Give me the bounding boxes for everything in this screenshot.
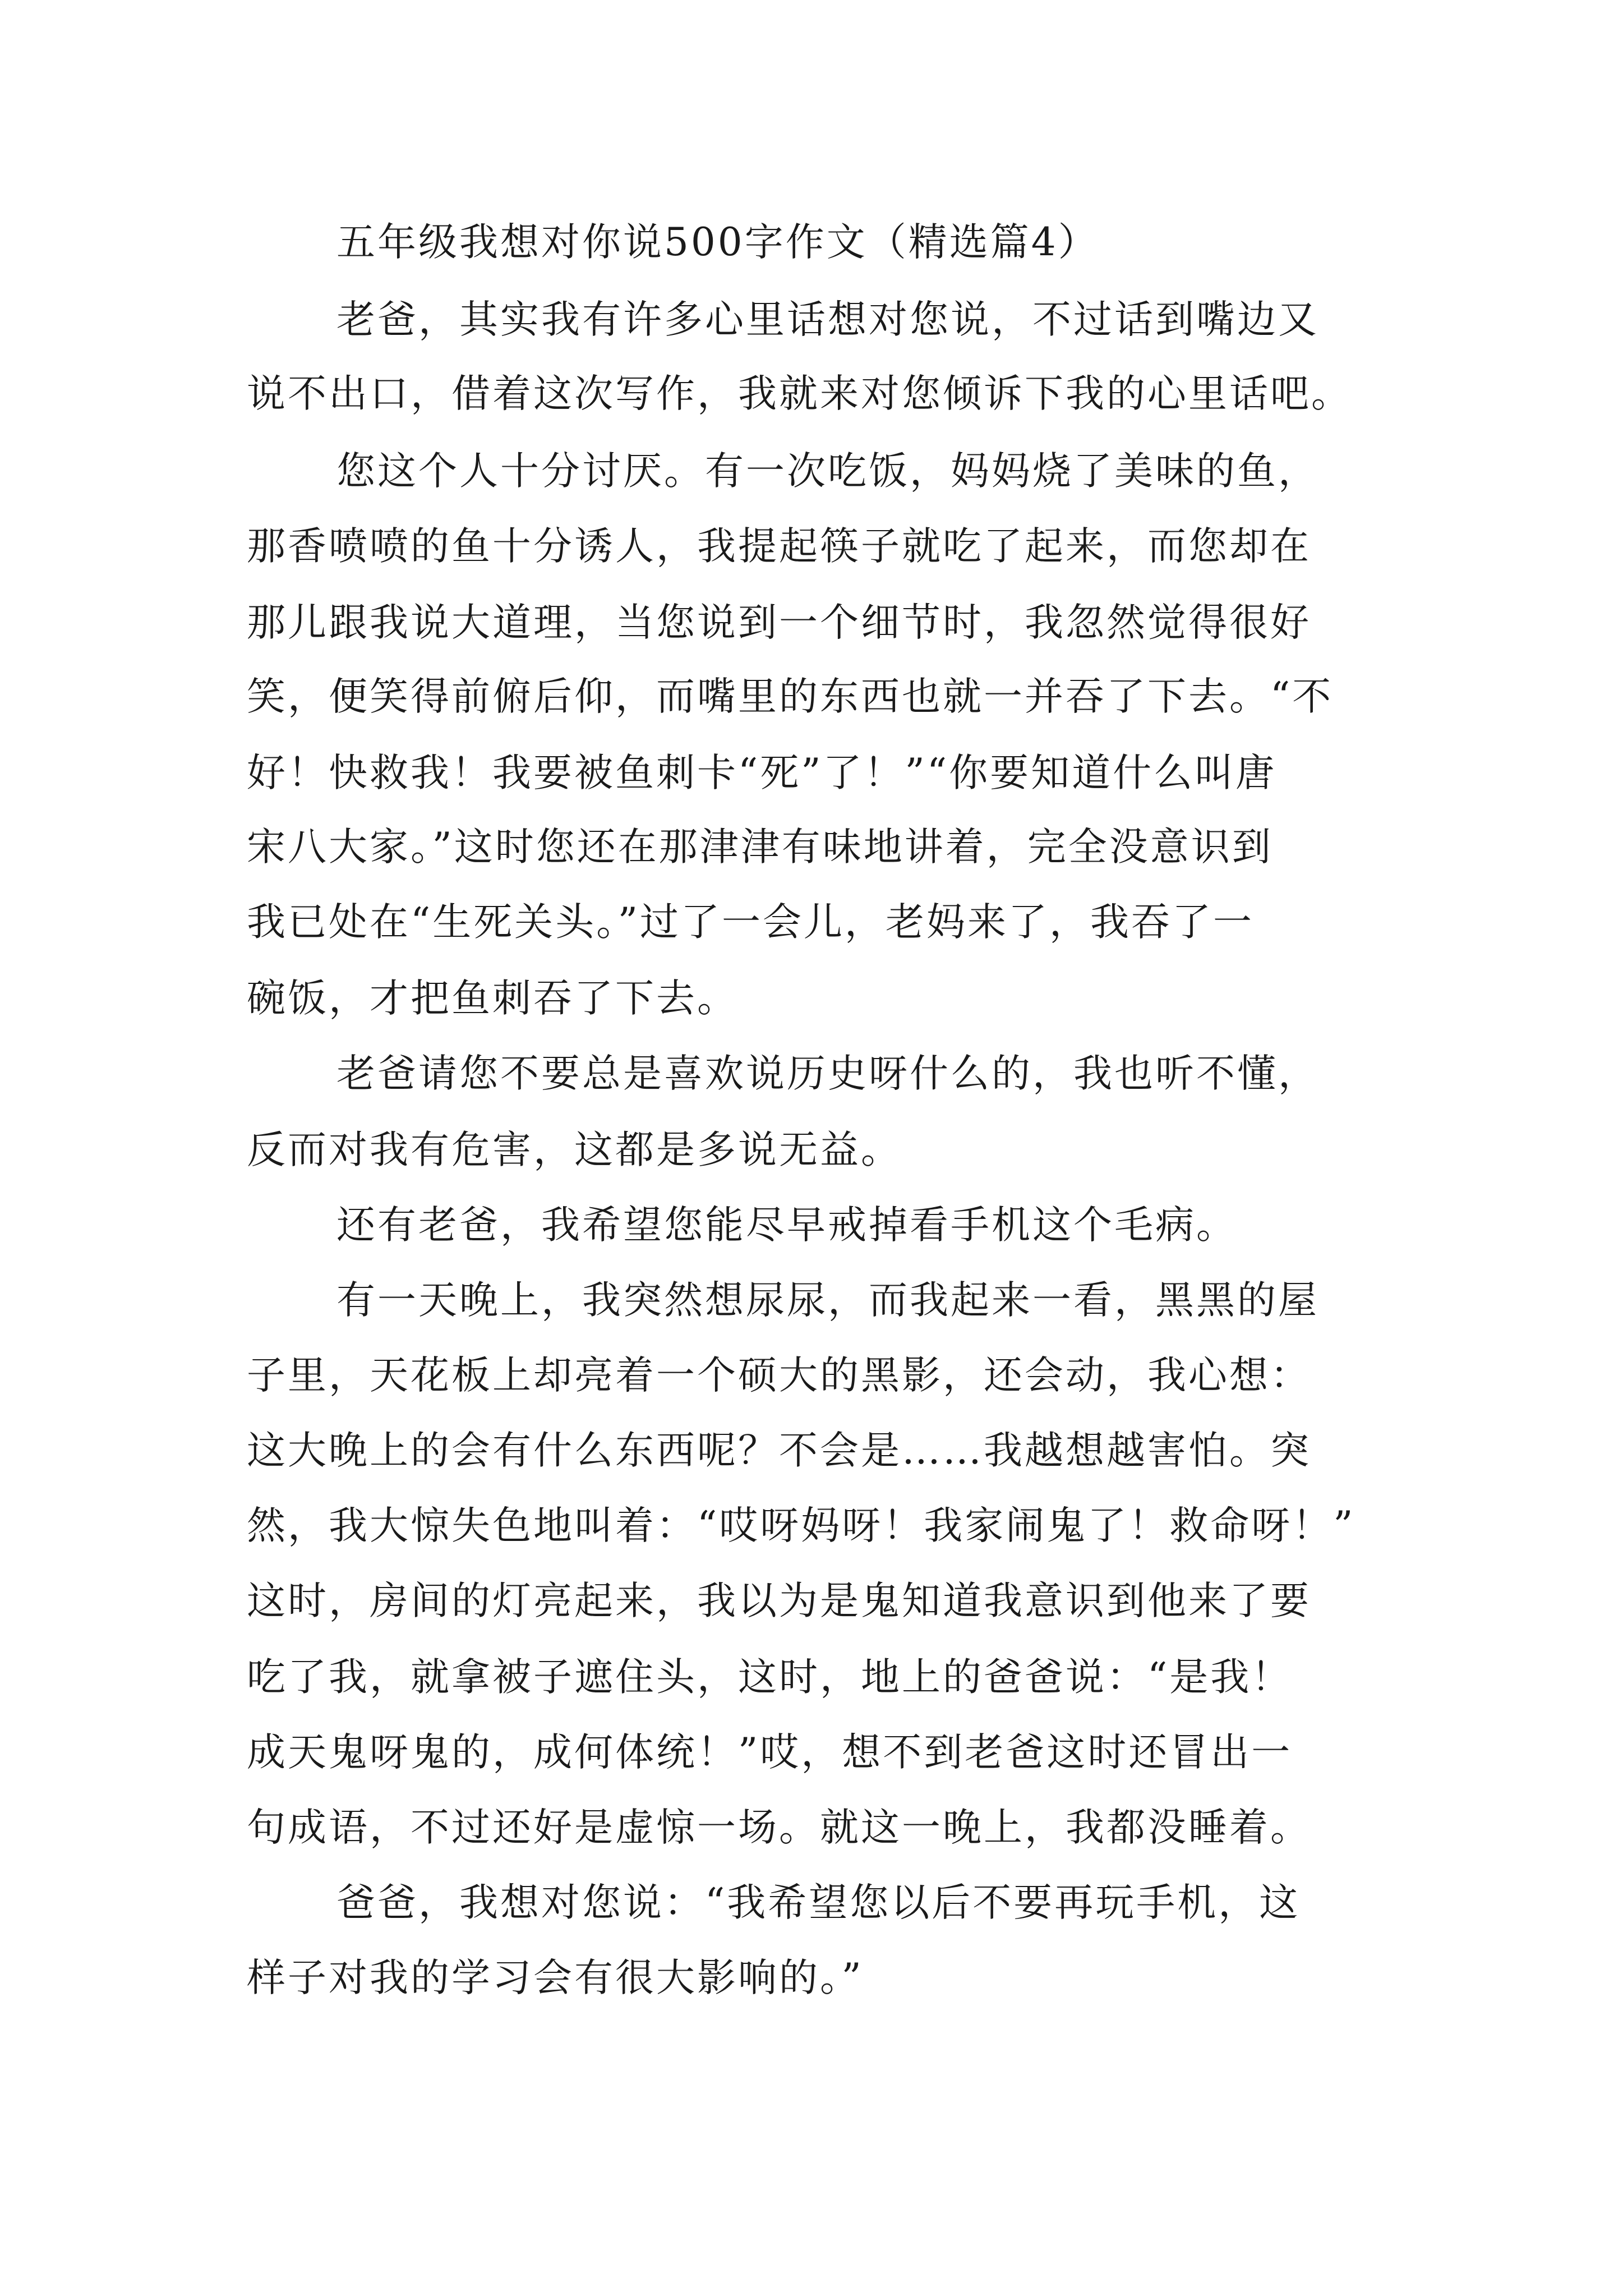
paragraph-line: 样子对我的学习会有很大影响的。” <box>247 1955 864 2000</box>
paragraph-line: 成天鬼呀鬼的，成何体统！”哎，想不到老爸这时还冒出一 <box>247 1730 1293 1775</box>
paragraph-line: 碗饭，才把鱼刺吞了下去。 <box>247 976 738 1021</box>
paragraph-line: 爸爸，我想对您说：“我希望您以后不要再玩手机，这 <box>336 1880 1301 1925</box>
paragraph-line: 反而对我有危害，这都是多说无益。 <box>247 1128 902 1172</box>
paragraph-line: 宋八大家。”这时您还在那津津有味地讲着，完全没意识到 <box>247 825 1273 869</box>
paragraph-line: 我已处在“生死关头。”过了一会儿，老妈来了，我吞了一 <box>247 900 1255 945</box>
paragraph-line: 有一天晚上，我突然想尿尿，而我起来一看，黑黑的屋 <box>336 1278 1319 1323</box>
paragraph-line: 老爸，其实我有许多心里话想对您说，不过话到嘴边又 <box>336 297 1319 342</box>
paragraph-line: 笑，便笑得前俯后仰，而嘴里的东西也就一并吞了下去。“不 <box>247 674 1334 719</box>
paragraph-line: 句成语，不过还好是虚惊一场。就这一晚上，我都没睡着。 <box>247 1805 1311 1850</box>
paragraph-line: 还有老爸，我希望您能尽早戒掉看手机这个毛病。 <box>336 1203 1237 1248</box>
document-title: 五年级我想对你说500字作文（精选篇4） <box>336 220 1099 265</box>
paragraph-line: 这时，房间的灯亮起来，我以为是鬼知道我意识到他来了要 <box>247 1579 1311 1623</box>
paragraph-line: 老爸请您不要总是喜欢说历史呀什么的，我也听不懂， <box>336 1051 1319 1096</box>
paragraph-line: 您这个人十分讨厌。有一次吃饭，妈妈烧了美味的鱼， <box>336 449 1319 494</box>
paragraph-line: 然，我大惊失色地叫着：“哎呀妈呀！我家闹鬼了！救命呀！” <box>247 1503 1355 1548</box>
paragraph-line: 说不出口，借着这次写作，我就来对您倾诉下我的心里话吧。 <box>247 371 1352 416</box>
paragraph-line: 那儿跟我说大道理，当您说到一个细节时，我忽然觉得很好 <box>247 600 1311 645</box>
paragraph-line: 吃了我，就拿被子遮住头，这时，地上的爸爸说：“是我！ <box>247 1655 1293 1700</box>
paragraph-line: 那香喷喷的鱼十分诱人，我提起筷子就吃了起来，而您却在 <box>247 524 1311 569</box>
paragraph-line: 这大晚上的会有什么东西呢？不会是……我越想越害怕。突 <box>247 1428 1311 1473</box>
paragraph-line: 好！快救我！我要被鱼刺卡“死”了！”“你要知道什么叫唐 <box>247 751 1277 795</box>
paragraph-line: 子里，天花板上却亮着一个硕大的黑影，还会动，我心想： <box>247 1353 1311 1398</box>
